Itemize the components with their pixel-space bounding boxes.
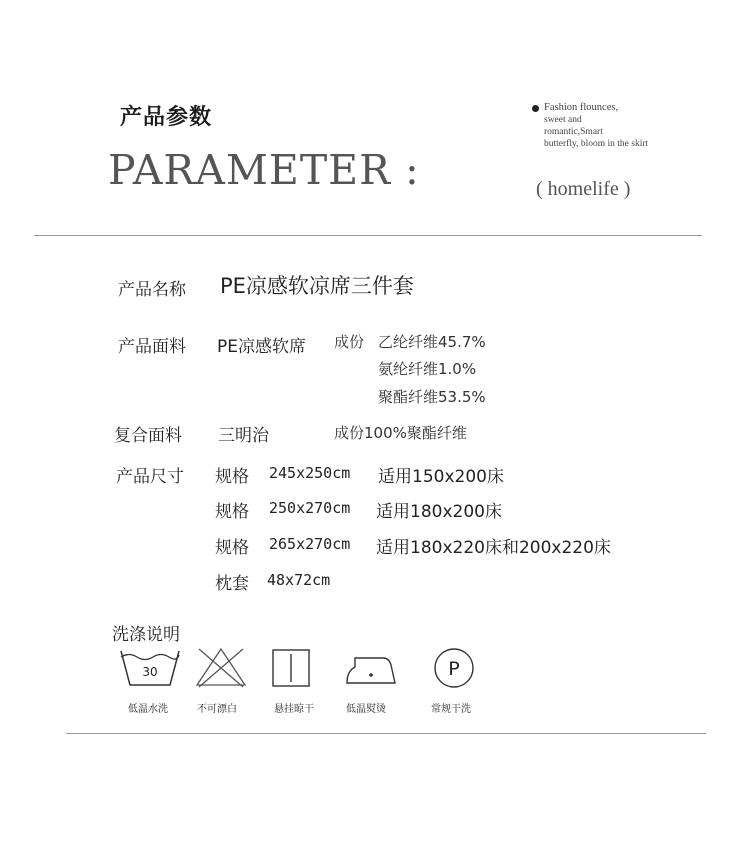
line-dry-icon xyxy=(258,643,324,691)
page-title-cn: 产品参数 xyxy=(120,105,213,130)
care-label: 低温水洗 xyxy=(128,704,168,715)
care-label: 常规干洗 xyxy=(431,704,471,715)
size-dim: 245x250cm xyxy=(269,464,351,482)
size-fit: 适用180x220床和200x220床 xyxy=(376,538,611,558)
fabric-value: PE凉感软席 xyxy=(217,337,306,357)
size-label: 产品尺寸 xyxy=(116,467,184,487)
dry-clean-letter: P xyxy=(448,658,460,680)
care-label: 不可漂白 xyxy=(197,704,237,715)
tagline-line: romantic,Smart xyxy=(544,127,603,137)
no-bleach-icon xyxy=(188,643,254,691)
size-dim: 250x270cm xyxy=(269,499,351,517)
care-label: 悬挂晾干 xyxy=(274,704,314,715)
composite-comp: 成份100%聚酯纤维 xyxy=(334,424,467,442)
fabric-comp-item: 聚酯纤维53.5% xyxy=(378,388,486,406)
divider-bottom xyxy=(66,733,706,734)
composite-value: 三明治 xyxy=(218,426,269,446)
size-kind: 规格 xyxy=(215,467,249,487)
size-kind: 枕套 xyxy=(215,574,249,594)
wash-title: 洗涤说明 xyxy=(112,625,180,645)
tagline-line: Fashion flounces, xyxy=(544,102,619,113)
dry-clean-icon xyxy=(421,643,487,691)
fabric-comp-label: 成份 xyxy=(334,333,365,351)
fabric-comp-item: 乙纶纤维45.7% xyxy=(378,333,486,351)
size-fit: 适用180x200床 xyxy=(376,502,502,522)
fabric-comp-item: 氨纶纤维1.0% xyxy=(378,360,477,378)
divider-top xyxy=(34,235,702,236)
tagline xyxy=(544,102,704,150)
size-kind: 规格 xyxy=(215,538,249,558)
size-fit: 适用150x200床 xyxy=(378,467,504,487)
tagline-line: butterfly, bloom in the skirt xyxy=(544,139,649,149)
bullet-dot-icon xyxy=(532,105,539,112)
tagline-line: sweet and xyxy=(544,115,582,125)
size-dim: 265x270cm xyxy=(269,535,351,553)
low-temp-wash-icon xyxy=(117,643,183,691)
size-kind: 规格 xyxy=(215,502,249,522)
composite-label: 复合面料 xyxy=(114,426,182,446)
name-value: PE凉感软凉席三件套 xyxy=(220,274,414,298)
wash-temp: 30 xyxy=(142,665,158,679)
low-iron-icon xyxy=(337,643,403,691)
name-label: 产品名称 xyxy=(118,280,186,300)
care-label: 低温熨烫 xyxy=(346,704,386,715)
brand-name: ( homelife ) xyxy=(536,178,631,200)
page-title-en: PARAMETER : xyxy=(108,146,420,194)
size-dim: 48x72cm xyxy=(267,571,331,589)
fabric-label: 产品面料 xyxy=(118,337,186,357)
